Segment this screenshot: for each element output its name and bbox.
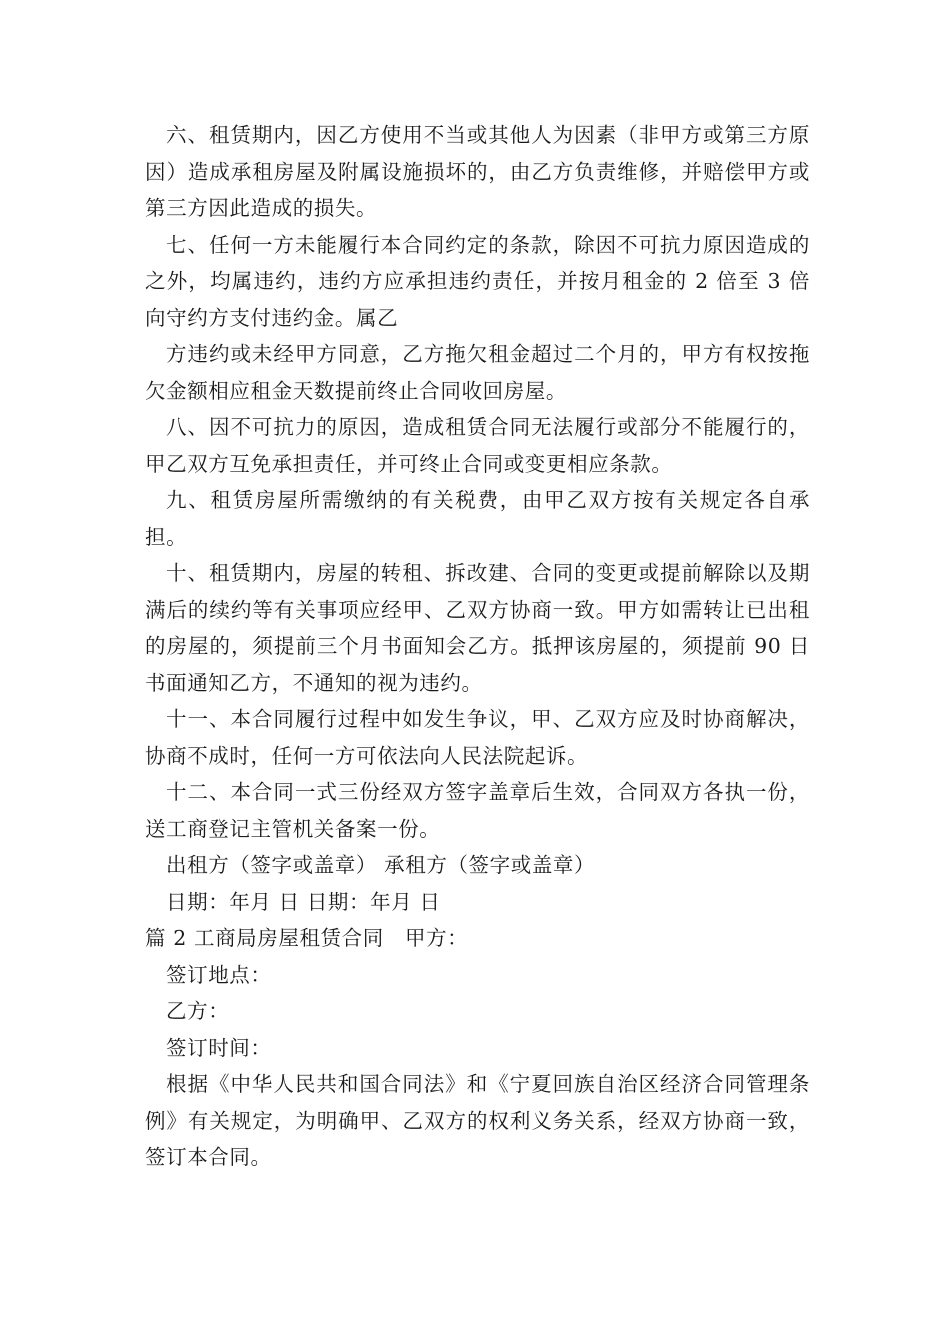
party-b: 乙方： bbox=[166, 999, 230, 1023]
signing-place: 签订地点： bbox=[166, 962, 272, 987]
section-2-title: 篇 2 工商局房屋租赁合同 甲方： bbox=[145, 926, 469, 950]
clause-7: 七、任何一方未能履行本合同约定的条款，除因不可抗力原因造成的之外，均属违约，违约方应承担违约责任，并按月租金的 2 倍至 3 倍向守约方支付违约金。属乙 bbox=[145, 232, 810, 330]
clause-6: 六、租赁期内，因乙方使用不当或其他人为因素（非甲方或第三方原因）造成承租房屋及附属设施损坏的，由乙方负责维修，并赔偿甲方或第三方因此造成的损失。 bbox=[145, 123, 810, 220]
clause-11: 十一、本合同履行过程中如发生争议，甲、乙双方应及时协商解决，协商不成时，任何一方可依法向人民法院起诉。 bbox=[145, 707, 810, 768]
date-line: 日期：年月 日 日期：年月 日 bbox=[166, 889, 441, 914]
clause-9: 九、租赁房屋所需缴纳的有关税费，由甲乙双方按有关规定各自承担。 bbox=[145, 488, 810, 549]
signature-line: 出租方（签字或盖章） 承租方（签字或盖章） bbox=[166, 853, 596, 877]
clause-12: 十二、本合同一式三份经双方签字盖章后生效，合同双方各执一份，送工商登记主管机关备案一份。 bbox=[145, 780, 810, 841]
document-body bbox=[145, 117, 810, 1176]
clause-8: 八、因不可抗力的原因，造成租赁合同无法履行或部分不能履行的，甲乙双方互免承担责任，并可终止合同或变更相应条款。 bbox=[145, 415, 810, 476]
legal-basis: 根据《中华人民共和国合同法》和《宁夏回族自治区经济合同管理条例》有关规定，为明确甲、乙双方的权利义务关系，经双方协商一致，签订本合同。 bbox=[145, 1072, 810, 1169]
clause-7-continued: 方违约或未经甲方同意，乙方拖欠租金超过二个月的，甲方有权按拖欠金额相应租金天数提前终止合同收回房屋。 bbox=[145, 342, 810, 403]
clause-10: 十、租赁期内，房屋的转租、拆改建、合同的变更或提前解除以及期满后的续约等有关事项应经甲、乙双方协商一致。甲方如需转让已出租的房屋的，须提前三个月书面知会乙方。抵押该房屋的，须提前 90 日书面通知乙方，不通知的视为违约。 bbox=[145, 561, 810, 695]
signing-time: 签订时间： bbox=[166, 1035, 272, 1060]
